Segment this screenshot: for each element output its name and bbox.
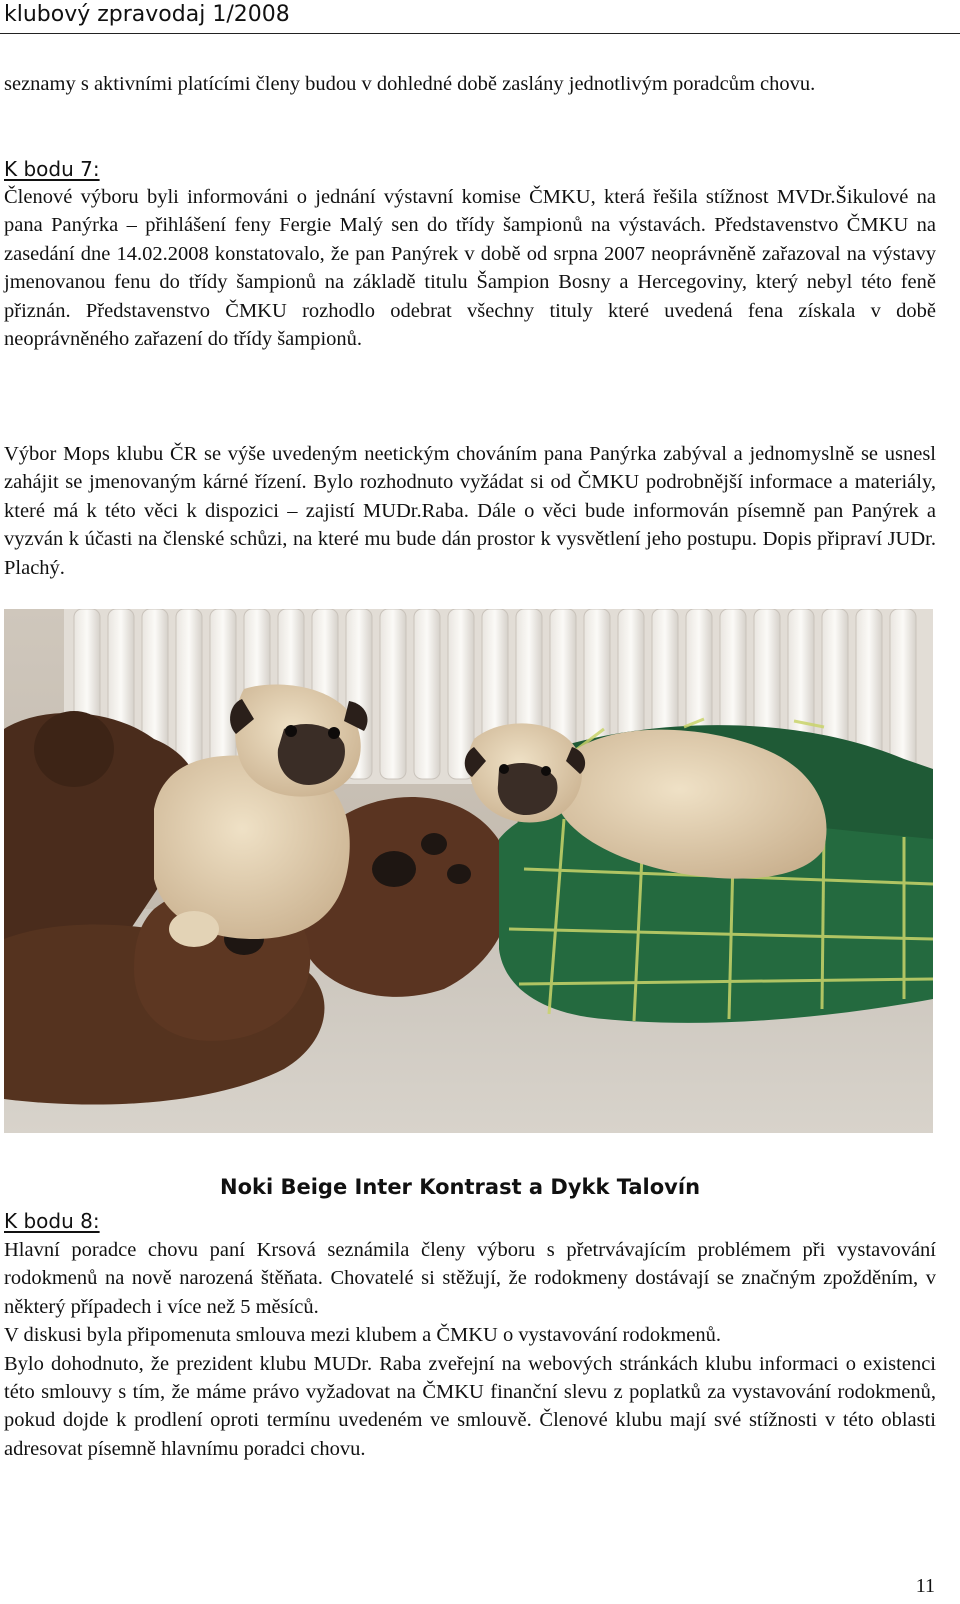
committee-decision-paragraph: Výbor Mops klubu ČR se výše uvedeným neetickým chováním pana Panýrka zabýval a jednomyslně se usnesl zahájit se jmenovaným kárné řízení. Bylo rozhodnuto vyžádat si od ČMKU podrobnější informace a materiály, které má k této věci k dispozici – zajistí MUDr.Raba. Dále o věci bude informován písemně pan Panýrek a vyzván k účasti na členské schůzi, na které mu bude dán prostor k vysvětlení jeho postupu. Dopis připraví JUDr. Plachý. [4,443,936,579]
section-8-body [4,1236,936,1463]
section-7-paragraph: Členové výboru byli informováni o jednání výstavní komise ČMKU, která řešila stížnost MVDr.Šikulové na pana Panýrka – přihlášení feny Fergie Malý sen do třídy šampionů na výstavách. Představenstvo ČMKU na zasedání dne 14.02.2008 konstatovalo, že pan Panýrek v době od srpna 2007 neoprávněně zařazoval na výstavy jmenovanou fenu do třídy šampionů na základě titulu Šampion Bosny a Hercegoviny, který nebyl této feně přiznán. Představenstvo ČMKU rozhodlo odebrat všechny tituly které uvedená fena získala v době neoprávněného zařazení do třídy šampionů. [4,186,936,351]
header-rule [0,33,960,34]
section-8-heading [4,1207,936,1235]
pugs-photo [4,609,933,1133]
pugs-photo-illustration [4,609,933,1133]
intro-paragraph: seznamy s aktivními platícími členy budou v dohledné době zaslány jednotlivým poradcům chovu. [4,73,816,95]
page-number: 11 [915,1575,935,1597]
section-7-heading-text: K bodu 7: [4,157,100,181]
photo-caption: Noki Beige Inter Kontrast a Dykk Talovín [220,1175,701,1199]
section-7-heading [4,155,936,183]
section-8-paragraph-3: Bylo dohodnuto, že prezident klubu MUDr. Raba zveřejní na webových stránkách klubu informaci o existenci této smlouvy s tím, že máme právo vyžadovat na ČMKU finanční slevu z poplatků za vystavování rodokmenů, pokud dojde k prodlení oproti termínu uvedeném ve smlouvě. Členové klubu mají své stížnosti v této oblasti adresovat písemně hlavnímu poradci chovu. [4,1352,936,1460]
section-8-paragraph-2: V diskusi byla připomenuta smlouva mezi klubem a ČMKU o vystavování rodokmenů. [4,1324,722,1347]
section-8-heading-text: K bodu 8: [4,1209,100,1233]
section-8-paragraph-1: Hlavní poradce chovu paní Krsová seznámila členy výboru s přetrvávajícím problémem při vystavování rodokmenů na nově narozená štěňata. Chovatelé si stěžují, že rodokmeny dostávají se značným zpožděním, v některý případech i více než 5 měsíců. [4,1239,936,1318]
page-header-title: klubový zpravodaj 1/2008 [4,2,290,27]
